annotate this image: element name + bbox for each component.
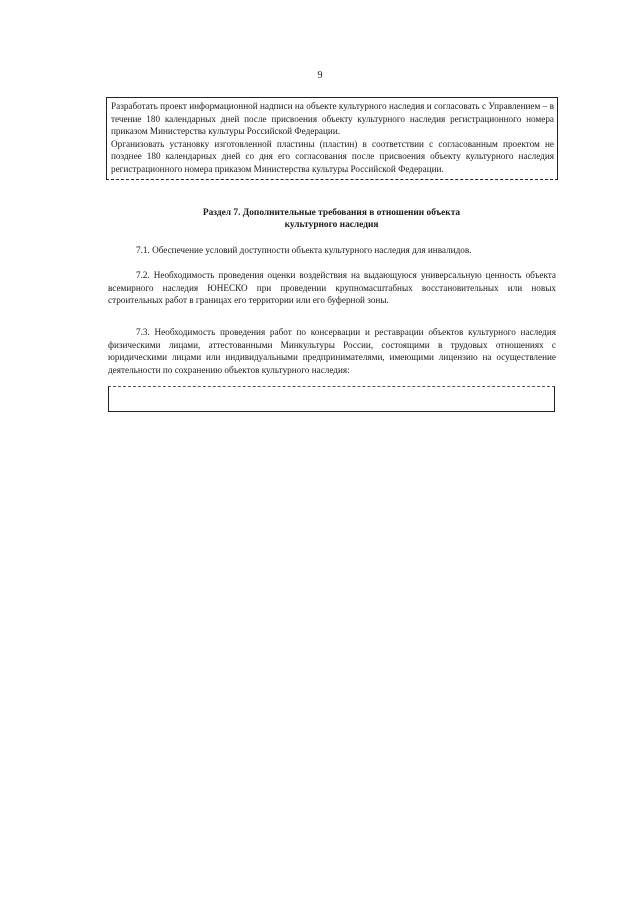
paragraph-7-2: 7.2. Необходимость проведения оценки воздействия на выдающуюся универсальную ценность объекта всемирного наследия ЮНЕСКО при проведении крупномасштабных восстановительных или новых строительных работ в границах его территории или его буферной зоны. <box>108 270 556 306</box>
section-heading-line-2: культурного наследия <box>284 220 379 231</box>
boxed-paragraph-1: Разработать проект информационной надписи на объекте культурного наследия и согласовать с Управлением – в течение 180 календарных дней после присвоения объекту культурного наследия регистрационного номера приказом Министерства культуры Российской Федерации. <box>111 101 554 137</box>
paragraph-7-1: 7.1. Обеспечение условий доступности объекта культурного наследия для инвалидов. <box>136 245 472 255</box>
section-heading <box>106 207 557 232</box>
page-number: 9 <box>317 70 323 81</box>
empty-answer-box <box>108 386 555 412</box>
section-heading-line-1: Раздел 7. Дополнительные требования в отношении объекта <box>202 208 461 218</box>
paragraph-7-3: 7.3. Необходимость проведения работ по консервации и реставрации объектов культурного наследия физическими лицами, аттестованными Минкультуры России, состоящими в трудовых отношениях с юридическими лицами или индивидуальными предпринимателями, имеющими лицензию на осуществление деятельности по сохранению объектов культурного наследия: <box>108 327 556 375</box>
requirements-box <box>106 97 558 180</box>
boxed-paragraph-2: Организовать установку изготовленной пластины (пластин) в соответствии с согласованным проектом не позднее 180 календарных дней со дня его согласования после присвоения объекту культурного наследия регистрационного номера приказом Министерства культуры Российской Федерации. <box>111 138 554 174</box>
